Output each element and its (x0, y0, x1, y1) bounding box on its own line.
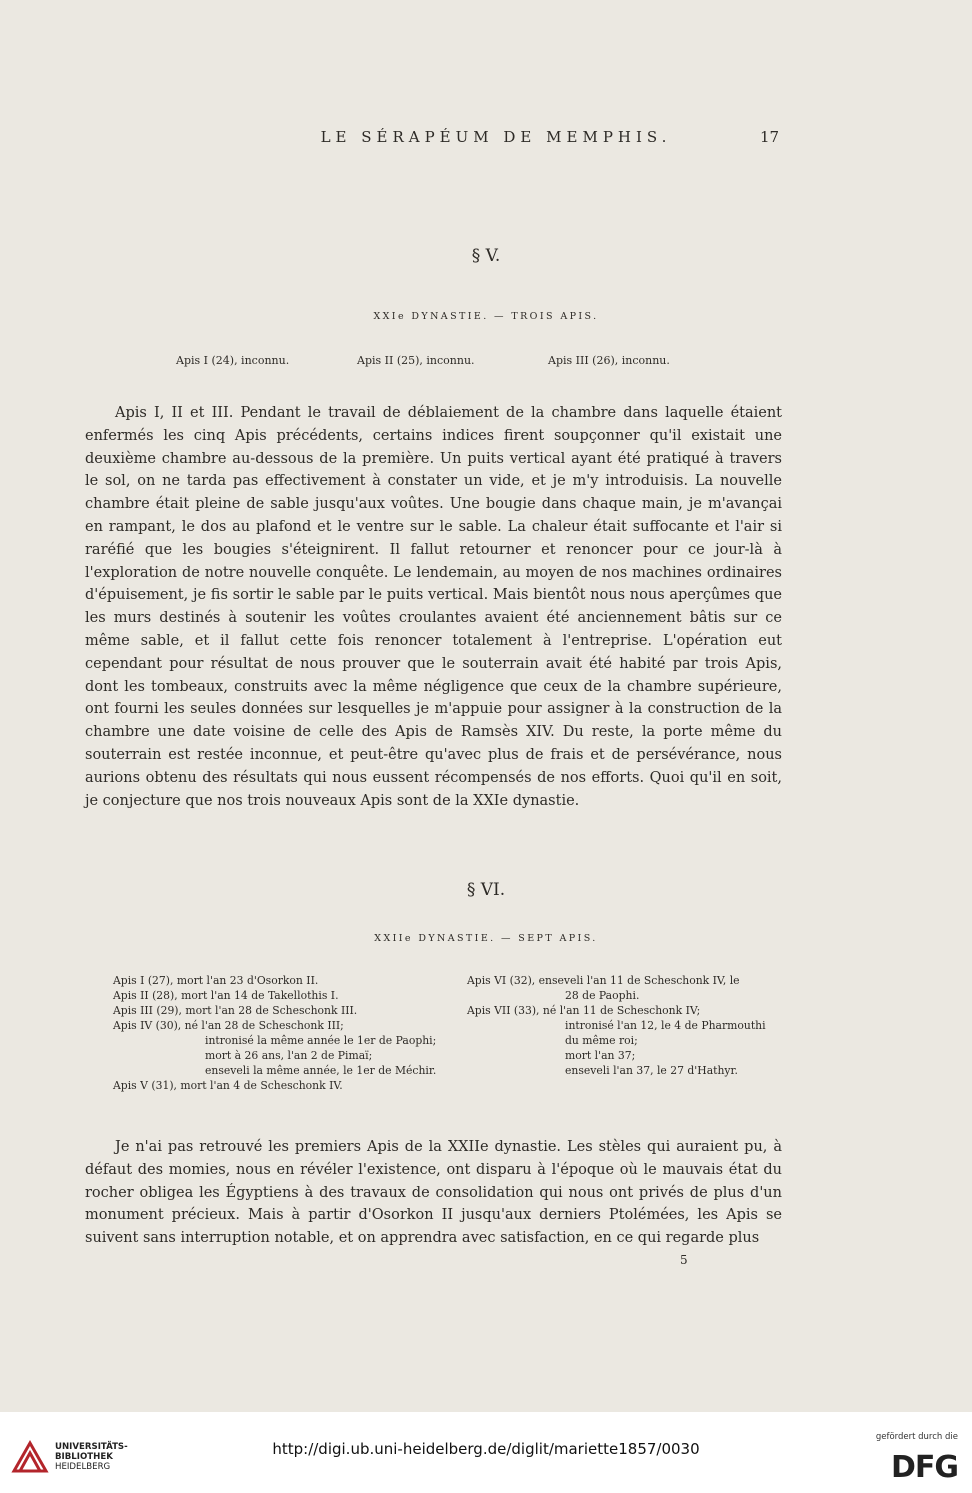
section-v-heading: § V. (471, 246, 501, 266)
apis-i-entry: Apis I (24), inconnu. (176, 354, 290, 367)
library-name-line: BIBLIOTHEK (55, 1452, 113, 1462)
dfg-logo-icon: DFG (890, 1450, 958, 1485)
section-v-dynasty-title: XXIe DYNASTIE. — TROIS APIS. (373, 311, 599, 322)
catalog-entry: Apis VI (32), enseveli l'an 11 de Scheschonk IV, le (467, 974, 740, 987)
library-name-line: UNIVERSITÄTS- (55, 1442, 128, 1452)
catalog-entry-continuation: intronisé l'an 12, le 4 de Pharmouthi (565, 1019, 766, 1032)
apis-iii-entry: Apis III (26), inconnu. (548, 354, 670, 367)
section-vi-heading: § VI. (466, 880, 506, 900)
catalog-entry-continuation: mort à 26 ans, l'an 2 de Pimaï; (205, 1049, 373, 1062)
section-vi-body (85, 1136, 782, 1250)
library-name-line: HEIDELBERG (55, 1462, 111, 1472)
catalog-entry-continuation: 28 de Paophi. (565, 989, 640, 1002)
apis-catalog-left (113, 973, 436, 1093)
catalog-entry-continuation: mort l'an 37; (565, 1049, 636, 1062)
catalog-entry-continuation: du même roi; (565, 1034, 638, 1047)
section-vi-paragraph: Je n'ai pas retrouvé les premiers Apis de la XXIIe dynastie. Les stèles qui auraient pu, à défaut des momies, nous en révéler l'existence, ont disparu à l'époque où le mauvais état du rocher obligea les Égyptiens à des travaux de consolidation qui nous ont privés de plus d'un monument précieux. Mais à partir d'Osorkon II jusqu'aux derniers Ptolémées, les Apis se suivent sans interruption notable, et on apprendra avec satisfaction, en ce qui regarde plus (85, 1139, 782, 1247)
section-vi-dynasty-title: XXIIe DYNASTIE. — SEPT APIS. (374, 933, 598, 944)
running-head: LE SÉRAPÉUM DE MEMPHIS. (320, 128, 672, 146)
permalink-url[interactable]: http://digi.ub.uni-heidelberg.de/diglit/mariette1857/0030 (272, 1440, 700, 1458)
apis-catalog-right (467, 973, 766, 1078)
section-v-body (85, 402, 782, 812)
apis-ii-entry: Apis II (25), inconnu. (357, 354, 475, 367)
catalog-entry-continuation: intronisé la même année le 1er de Paophi; (205, 1034, 437, 1047)
catalog-entry: Apis VII (33), né l'an 11 de Scheschonk IV; (467, 1004, 701, 1017)
page-number: 17 (760, 128, 780, 146)
funding-label: gefördert durch die (875, 1432, 958, 1442)
catalog-entry-continuation: enseveli l'an 37, le 27 d'Hathyr. (565, 1064, 738, 1077)
catalog-entry: Apis II (28), mort l'an 14 de Takellothis I. (113, 989, 339, 1002)
catalog-entry-continuation: enseveli la même année, le 1er de Méchir. (205, 1064, 437, 1077)
section-v-paragraph: Apis I, II et III. Pendant le travail de déblaiement de la chambre dans laquelle étaient enfermés les cinq Apis précédents, certains indices firent soupçonner qu'il existait une deuxième chambre au-dessous de la première. Un puits vertical ayant été pratiqué à travers le sol, on ne tarda pas effectivement à constater un vide, et je m'y introduisis. La nouvelle chambre était pleine de sable jusqu'aux voûtes. Une bougie dans chaque main, je m'avançai en rampant, le dos au plafond et le ventre sur le sable. La chaleur était suffocante et l'air si raréfié que les bougies s'éteignirent. Il fallut retourner et renoncer pour ce jour-là à l'exploration de notre nouvelle conquête. Le lendemain, au moyen de nos machines ordinaires d'épuisement, je fis sortir le sable par le puits vertical. Mais bientôt nous nous aperçûmes que les murs destinés à soutenir les voûtes croulantes avaient été anciennement bâtis sur ce même sable, et il fallut cette fois renoncer totalement à l'entreprise. L'opération eut cependant pour résultat de nous prouver que le souterrain avait été habité par trois Apis, dont les tombeaux, construits avec la même négligence que ceux de la chambre supérieure, ont fourni les seules données sur lesquelles je m'appuie pour assigner à la construction de la chambre une date voisine de celle des Apis de Ramsès XIV. Du reste, la porte même du souterrain est restée inconnue, et peut-être qu'avec plus de frais et de persévérance, nous aurions obtenu des résultats qui nous eussent récompensés de nos efforts. Quoi qu'il en soit, je conjecture que nos trois nouveaux Apis sont de la XXIe dynastie. (85, 405, 782, 809)
footer-bar (0, 1412, 972, 1493)
catalog-entry: Apis III (29), mort l'an 28 de Scheschonk III. (113, 1004, 358, 1017)
signature-mark: 5 (680, 1253, 688, 1267)
catalog-entry: Apis I (27), mort l'an 23 d'Osorkon II. (113, 974, 319, 987)
catalog-entry: Apis IV (30), né l'an 28 de Scheschonk III; (113, 1019, 344, 1032)
catalog-entry: Apis V (31), mort l'an 4 de Scheschonk IV. (113, 1079, 343, 1092)
